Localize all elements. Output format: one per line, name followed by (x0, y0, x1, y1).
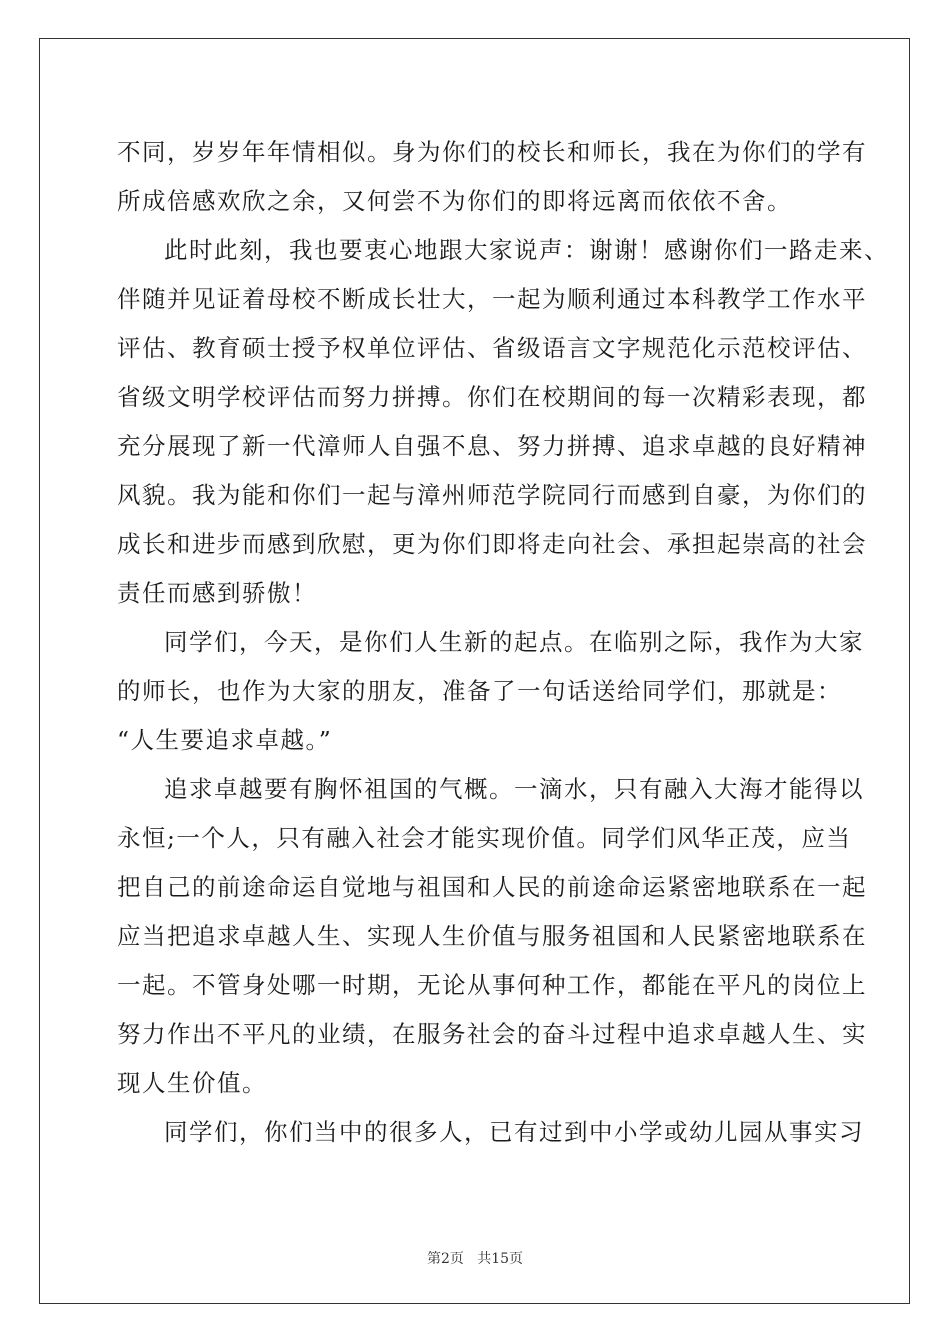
text-line: 追求卓越要有胸怀祖国的气概。一滴水，只有融入大海才能得以 (164, 775, 864, 803)
text-line: 同学们，今天，是你们人生新的起点。在临别之际，我作为大家 (164, 628, 864, 656)
text-line: 应当把追求卓越人生、实现人生价值与服务祖国和人民紧密地联系在 (117, 922, 867, 950)
text-line: 同学们，你们当中的很多人，已有过到中小学或幼儿园从事实习 (164, 1118, 864, 1146)
text-line: 评估、教育硕士授予权单位评估、省级语言文字规范化示范校评估、 (117, 334, 867, 362)
text-line: 伴随并见证着母校不断成长壮大，一起为顺利通过本科教学工作水平 (117, 285, 867, 313)
text-line: 一起。不管身处哪一时期，无论从事何种工作，都能在平凡的岗位上 (117, 971, 867, 999)
text-line: 风貌。我为能和你们一起与漳州师范学院同行而感到自豪，为你们的 (117, 481, 867, 509)
text-line: 责任而感到骄傲！ (117, 579, 317, 607)
text-line: 不同，岁岁年年情相似。身为你们的校长和师长，我在为你们的学有 (117, 138, 867, 166)
text-line: 成长和进步而感到欣慰，更为你们即将走向社会、承担起崇高的社会 (117, 530, 867, 558)
text-line: 充分展现了新一代漳师人自强不息、努力拼搏、追求卓越的良好精神 (117, 432, 867, 460)
text-line: 省级文明学校评估而努力拼搏。你们在校期间的每一次精彩表现，都 (117, 383, 867, 411)
text-line: 所成倍感欢欣之余，又何尝不为你们的即将远离而依依不舍。 (117, 187, 792, 215)
text-line: 把自己的前途命运自觉地与祖国和人民的前途命运紧密地联系在一起 (117, 873, 867, 901)
text-line: 此时此刻，我也要衷心地跟大家说声：谢谢！感谢你们一路走来、 (164, 236, 889, 264)
text-line: “人生要追求卓越。” (117, 726, 333, 754)
text-line: 努力作出不平凡的业绩，在服务社会的奋斗过程中追求卓越人生、实 (117, 1020, 867, 1048)
page-footer: 第2页 共15页 (426, 1251, 524, 1267)
text-line: 的师长，也作为大家的朋友，准备了一句话送给同学们，那就是： (117, 677, 842, 705)
document-body (117, 128, 889, 1157)
text-line: 现人生价值。 (117, 1069, 267, 1097)
text-line: 永恒;一个人，只有融入社会才能实现价值。同学们风华正茂，应当 (117, 824, 852, 852)
